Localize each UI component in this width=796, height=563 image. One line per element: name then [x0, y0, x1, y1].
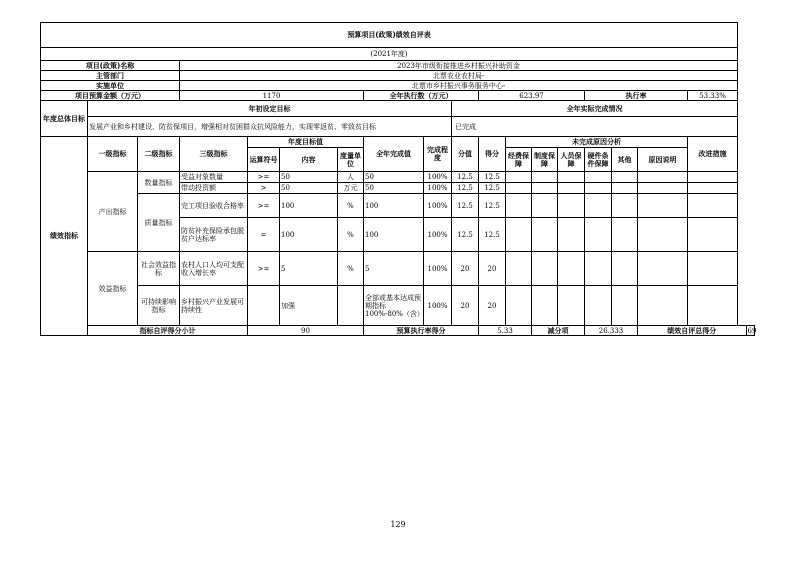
row-unit: % [338, 194, 364, 218]
header-other: 其他 [612, 148, 638, 172]
header-econ: 经费保障 [506, 148, 532, 172]
group-effect: 效益指标 [88, 252, 138, 326]
evaluation-table [40, 22, 755, 336]
row-score: 12.5 [479, 194, 506, 218]
row-degree: 100% [424, 218, 452, 252]
subtotal-label: 指标自评得分小计 [88, 326, 248, 336]
evaluation-sheet [40, 22, 755, 336]
dept-value: 北票农业农村局- [180, 71, 738, 81]
exec-label: 全年执行数（万元） [364, 91, 479, 101]
table-row [41, 172, 755, 183]
page-number: 129 [390, 520, 406, 529]
row-value: 12.5 [452, 218, 479, 252]
header-op: 运算符号 [248, 148, 280, 172]
budget-score-value: 5.33 [479, 326, 532, 336]
row-op: >= [248, 194, 280, 218]
project-name: 2023年市级衔接推进乡村振兴补助资金 [180, 61, 738, 71]
deduct-value: 26.333 [585, 326, 638, 336]
goal-actual: 已完成 [452, 117, 738, 137]
row-value: 20 [452, 252, 479, 286]
row-op: = [248, 218, 280, 252]
row-unit: 万元 [338, 183, 364, 194]
row-score: 12.5 [479, 172, 506, 183]
goal-label: 年度总体目标 [41, 101, 88, 137]
goal-initial: 发展产业和乡村建设、防贫保项目，增强相对贫困群众抗风险能力，实现零返贫、零致贫目标 [88, 117, 452, 137]
row-lvl3: 受益对象数量 [180, 172, 248, 183]
header-lvl3: 三级指标 [180, 137, 248, 172]
row-full: 50 [364, 183, 424, 194]
table-row [41, 286, 755, 326]
row-value: 12.5 [452, 194, 479, 218]
budget-label: 项目预算金额（万元） [41, 91, 180, 101]
row-value: 12.5 [452, 172, 479, 183]
row-content: 50 [280, 172, 338, 183]
group-quantity: 数量指标 [138, 172, 180, 194]
header-staff: 人员保障 [558, 148, 585, 172]
row-value: 12.5 [452, 183, 479, 194]
deduct-label: 减分项 [532, 326, 585, 336]
dept-label: 主管部门 [41, 71, 180, 81]
budget-score-label: 预算执行率得分 [364, 326, 479, 336]
header-score: 得分 [479, 137, 506, 172]
row-lvl3: 乡村振兴产业发展可持续性 [180, 286, 248, 326]
group-quality: 质量指标 [138, 194, 180, 252]
row-degree: 100% [424, 252, 452, 286]
row-op: >= [248, 172, 280, 183]
header-target-group: 年度目标值 [248, 137, 364, 148]
row-lvl3: 防贫补充保险承包脱贫户达标率 [180, 218, 248, 252]
project-name-label: 项目(政策)名称 [41, 61, 180, 71]
row-unit: % [338, 252, 364, 286]
total-label: 绩效自评总得分 [638, 326, 747, 336]
row-full: 5 [364, 252, 424, 286]
header-hardware: 硬件条件保障 [585, 148, 612, 172]
goal-initial-label: 年初设定目标 [88, 101, 452, 117]
total-value: 69 [747, 326, 757, 335]
header-lvl1: 一级指标 [88, 137, 138, 172]
table-row [41, 194, 755, 218]
unit-value: 北票市乡村振兴事务服务中心- [180, 81, 738, 91]
row-full: 50 [364, 172, 424, 183]
page-title: 预算项目(政策)绩效自评表 [41, 23, 738, 48]
exec-value: 623.97 [479, 91, 585, 101]
row-content: 加强 [280, 286, 338, 326]
header-improve: 改进措施 [688, 137, 738, 172]
year-label: (2021年度) [41, 48, 738, 61]
header-lvl2: 二级指标 [138, 137, 180, 172]
row-degree: 100% [424, 194, 452, 218]
row-content: 50 [280, 183, 338, 194]
header-content: 内容 [280, 148, 338, 172]
goal-actual-label: 全年实际完成情况 [452, 101, 738, 117]
row-full: 100 [364, 194, 424, 218]
rate-value: 53.33% [688, 91, 738, 101]
row-value: 20 [452, 286, 479, 326]
group-sustain: 可持续影响指标 [138, 286, 180, 326]
unit-label: 实施单位 [41, 81, 180, 91]
row-op [248, 286, 280, 326]
row-full: 全部或基本达成预期指标100%-80%（含） [364, 286, 424, 326]
row-lvl3: 完工项目验收合格率 [180, 194, 248, 218]
rate-label: 执行率 [585, 91, 688, 101]
row-full: 100 [364, 218, 424, 252]
header-explain: 原因说明 [638, 148, 688, 172]
row-degree: 100% [424, 183, 452, 194]
perf-label: 绩效指标 [41, 137, 88, 336]
header-full-year: 全年完成值 [364, 137, 424, 172]
row-content: 5 [280, 252, 338, 286]
row-score: 12.5 [479, 218, 506, 252]
header-score-value: 分值 [452, 137, 479, 172]
row-score: 20 [479, 286, 506, 326]
group-social: 社会效益指标 [138, 252, 180, 286]
row-unit [338, 286, 364, 326]
row-lvl3: 农村人口人均可支配收入增长率 [180, 252, 248, 286]
group-output: 产出指标 [88, 172, 138, 252]
row-degree: 100% [424, 172, 452, 183]
row-score: 12.5 [479, 183, 506, 194]
budget-value: 1170 [180, 91, 364, 101]
row-degree: 100% [424, 286, 452, 326]
row-content: 100 [280, 218, 338, 252]
header-unit: 度量单位 [338, 148, 364, 172]
subtotal-value: 90 [248, 326, 364, 336]
row-unit: % [338, 218, 364, 252]
row-lvl3: 带动投资额 [180, 183, 248, 194]
row-unit: 人 [338, 172, 364, 183]
table-row [41, 252, 755, 286]
header-system: 制度保障 [532, 148, 558, 172]
header-reasons-group: 未完成原因分析 [506, 137, 688, 148]
row-op: > [248, 183, 280, 194]
header-degree: 完成程度 [424, 137, 452, 172]
row-score: 20 [479, 252, 506, 286]
row-content: 100 [280, 194, 338, 218]
row-op: >= [248, 252, 280, 286]
